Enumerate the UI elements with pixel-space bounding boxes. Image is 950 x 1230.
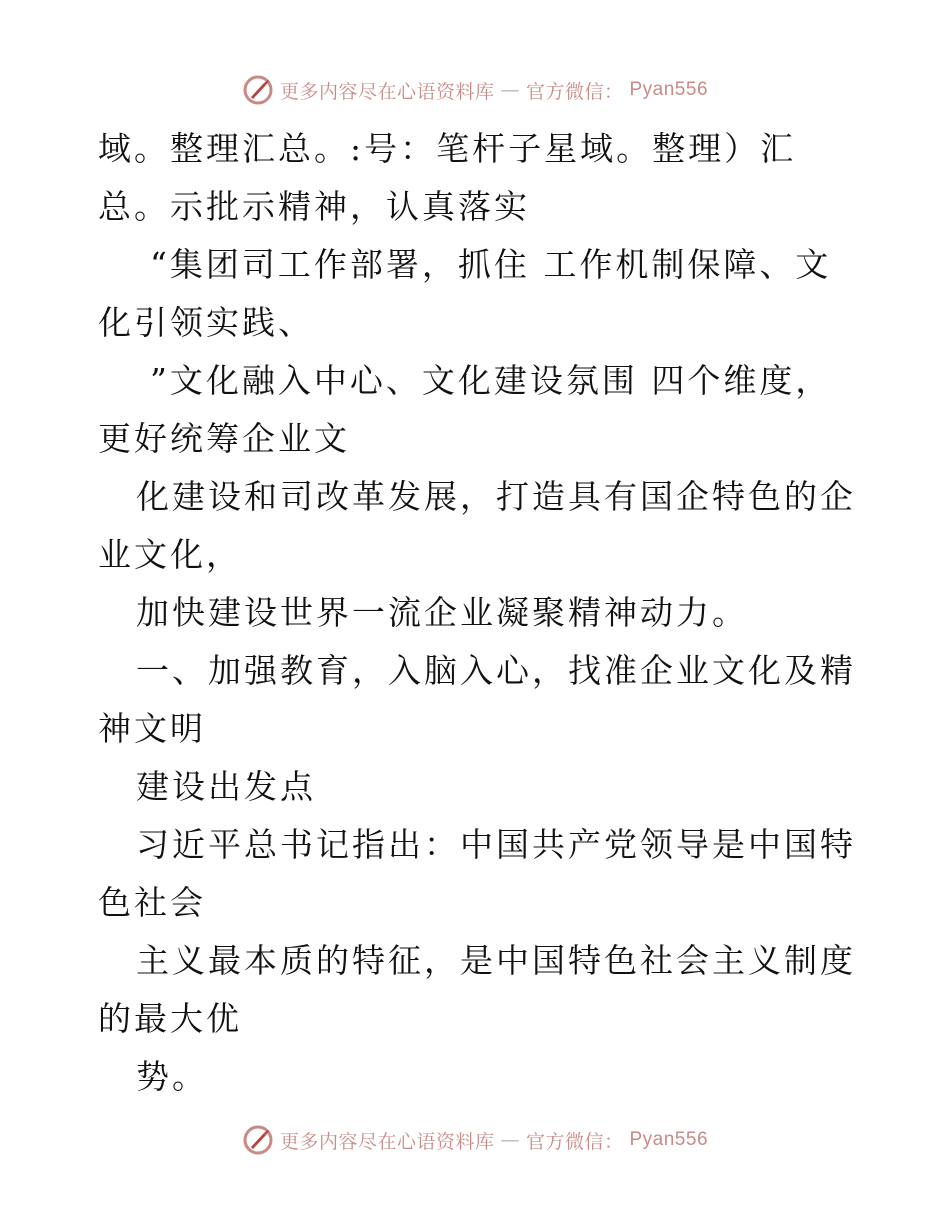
paragraph: ”文化融入中心、文化建设氛围 四个维度，更好统筹企业文 — [98, 361, 832, 458]
quill-pen-circle-icon — [242, 1124, 274, 1156]
banner-main-text: 更多内容尽在心语资料库 — [279, 80, 495, 103]
header-watermark-banner — [0, 70, 950, 110]
banner-wechat-id: Pyan556 — [629, 79, 709, 100]
banner-wechat-label: 官方微信： — [525, 80, 624, 103]
banner-dash: — — [500, 79, 520, 101]
document-body — [98, 120, 858, 1106]
footer-watermark-banner — [0, 1120, 950, 1160]
banner-wechat-id: Pyan556 — [629, 1129, 709, 1150]
paragraph: 主义最本质的特征，是中国特色社会主义制度的最大优 — [98, 941, 856, 1038]
banner-wechat-label: 官方微信： — [525, 1130, 624, 1153]
paragraph: 加快建设世界一流企业凝聚精神动力。 — [136, 593, 748, 632]
paragraph: 建设出发点 — [136, 767, 316, 806]
paragraph: 化建设和司改革发展，打造具有国企特色的企业文化， — [98, 477, 856, 574]
quill-pen-circle-icon — [242, 74, 274, 106]
paragraph: “集团司工作部署，抓住 工作机制保障、文化引领实践、 — [98, 245, 832, 342]
paragraph: 一、加强教育，入脑入心，找准企业文化及精神文明 — [98, 651, 856, 748]
banner-main-text: 更多内容尽在心语资料库 — [279, 1130, 495, 1153]
paragraph: 习近平总书记指出：中国共产党领导是中国特色社会 — [98, 825, 856, 922]
banner-dash: — — [500, 1129, 520, 1151]
paragraph: 势。 — [136, 1057, 208, 1096]
paragraph: 域。整理汇总。:号：笔杆子星域。整理）汇总。示批示精神，认真落实 — [98, 129, 797, 226]
